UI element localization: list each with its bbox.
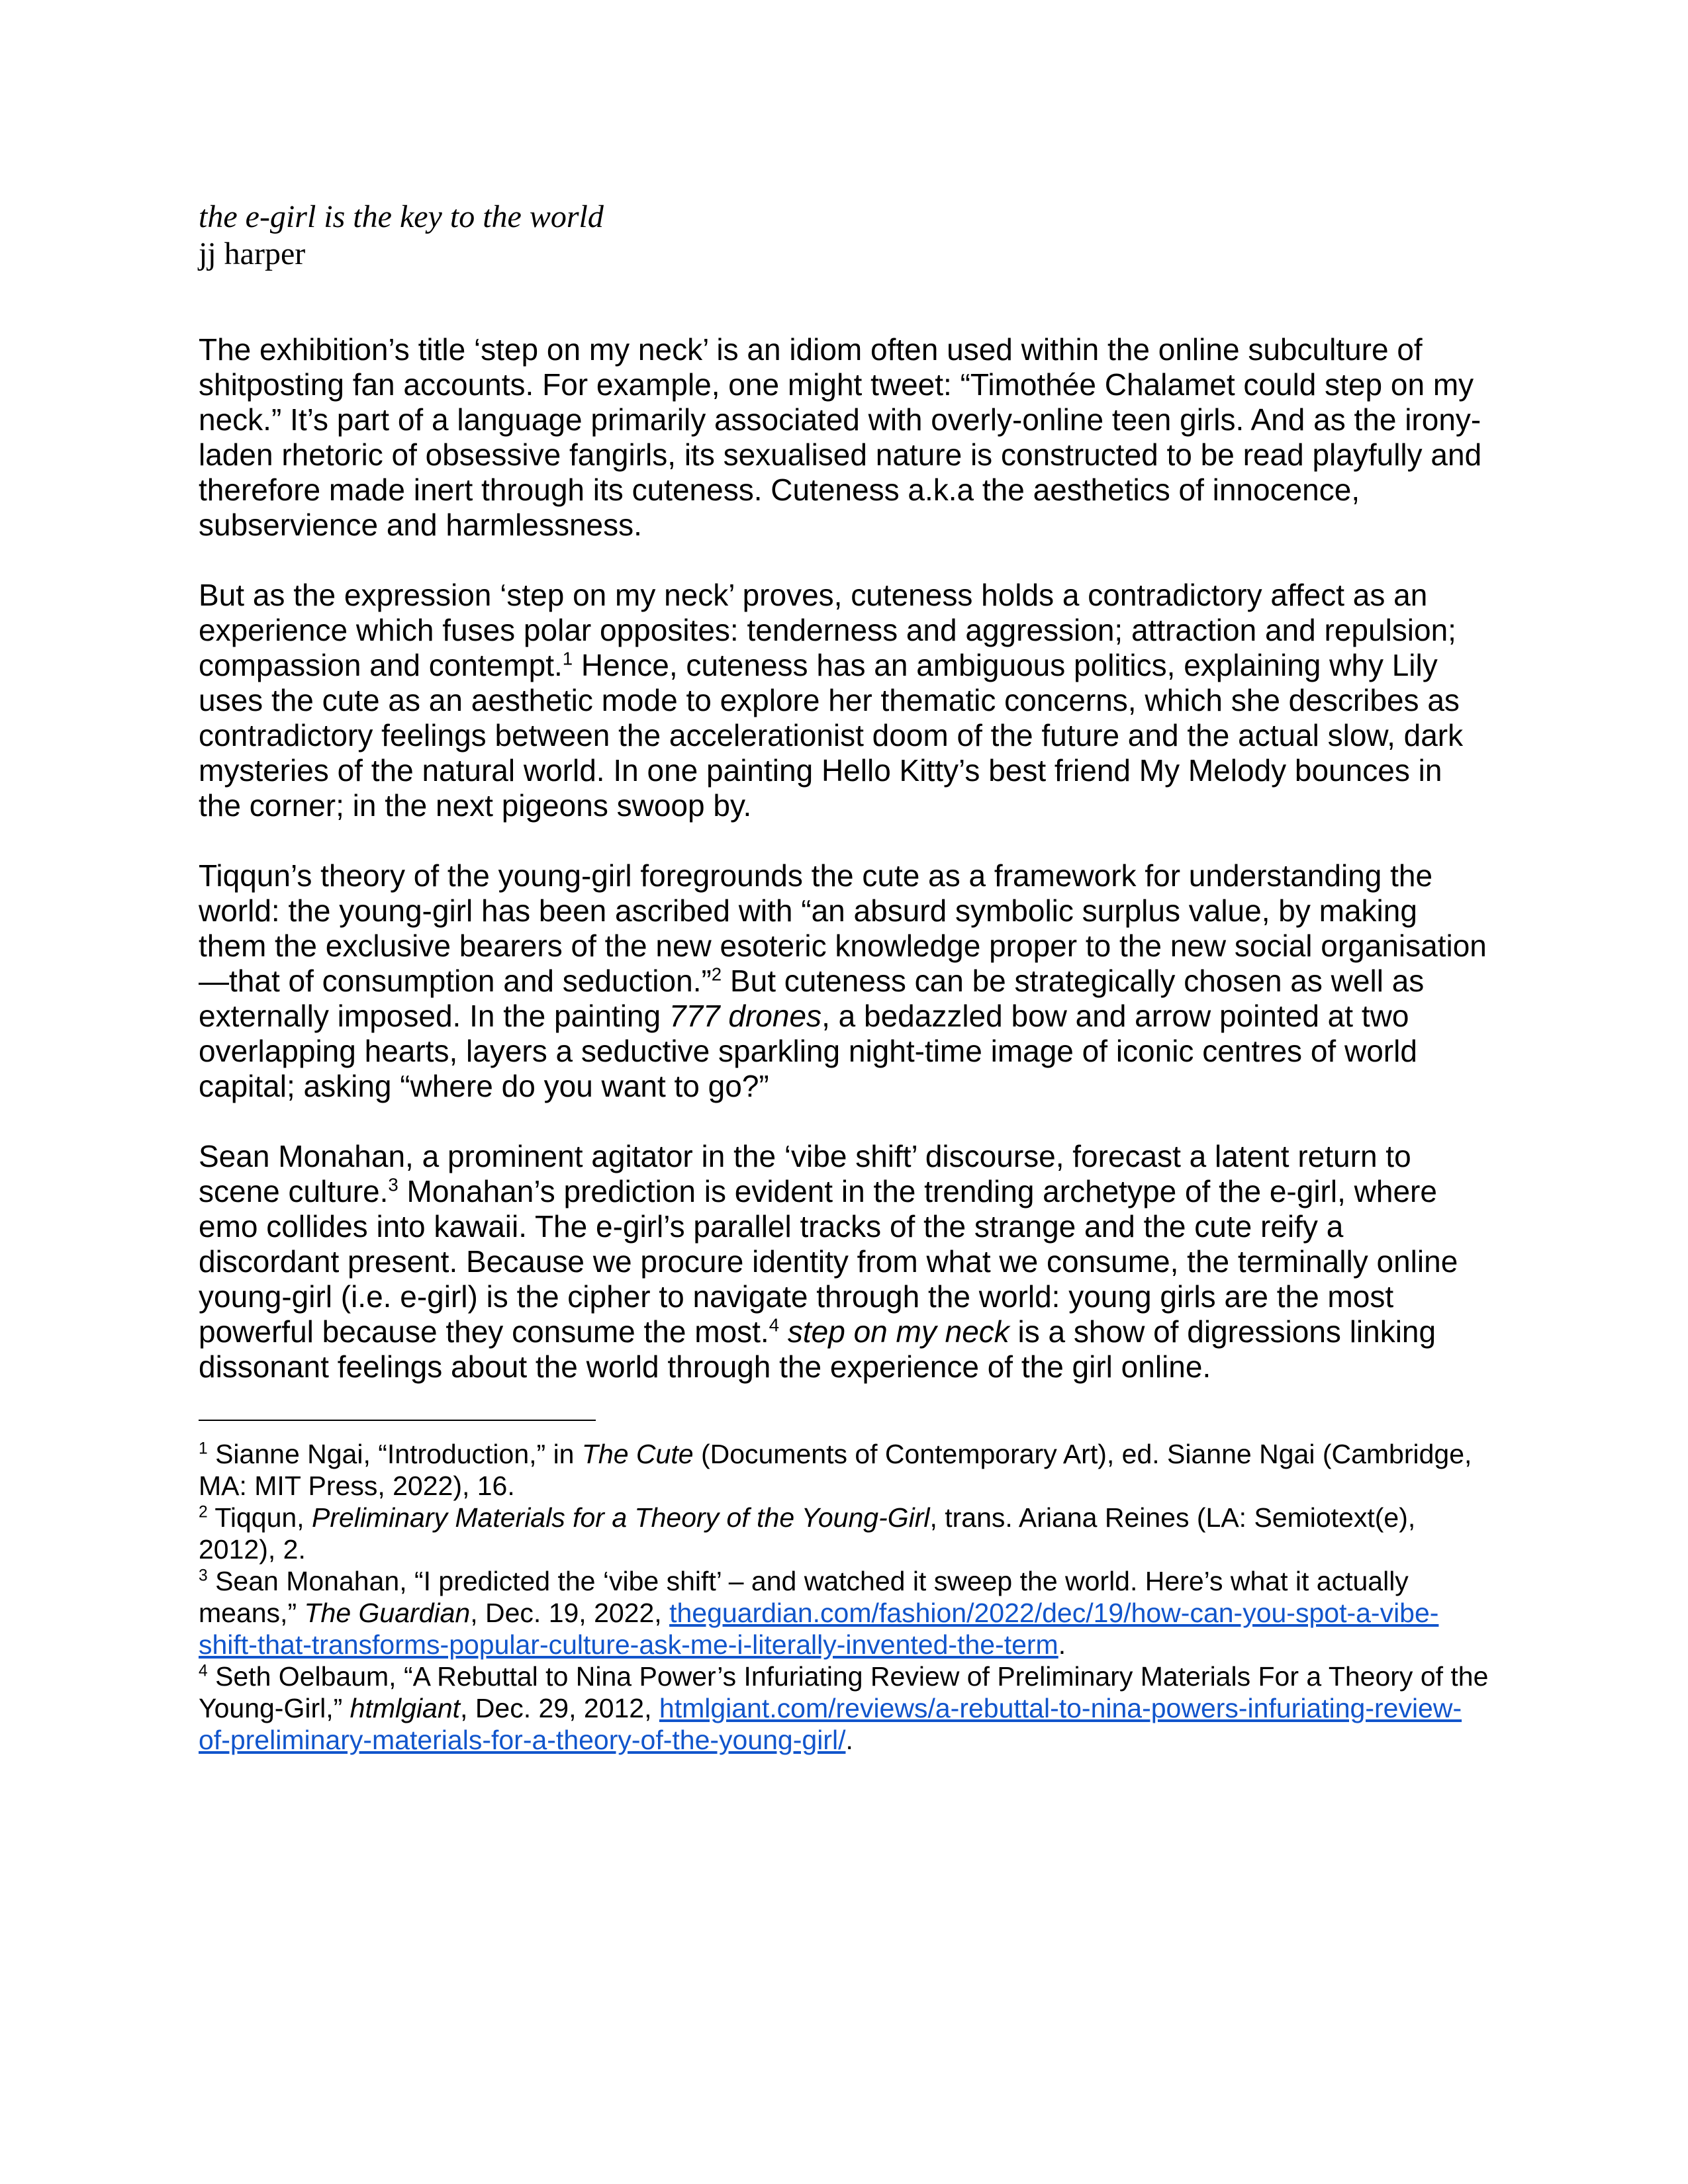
footnote-separator: [199, 1420, 596, 1421]
footnote-marker: 1: [562, 648, 573, 669]
footnote-marker: 3: [199, 1567, 208, 1585]
document-body: [199, 332, 1489, 1385]
footnotes-section: [199, 1420, 1489, 1756]
text-run: .: [1058, 1629, 1066, 1660]
footnote-marker: 2: [711, 964, 722, 985]
text-run: The Cute: [581, 1439, 694, 1469]
text-run: Monahan’s prediction is evident in the trending archetype of the e-girl, where emo collides into kawaii. The e-girl’s parallel tracks of the strange and the cute reify a discordant present. Because we procure identity from what we consume, the terminally online young-girl (i.e. e-girl) is the cipher to navigate through the world: young girls are the most powerful because they consume the most.: [199, 1174, 1458, 1349]
text-run: But cuteness can be strategically chosen as well as externally imposed. In the painting: [199, 964, 1425, 1033]
text-run: , trans. Ariana Reines (LA: Semiotext(e), 2012), 2.: [199, 1502, 1416, 1565]
footnote: [199, 1565, 1489, 1661]
document-header: [199, 199, 1489, 273]
paragraph: [199, 578, 1489, 823]
text-run: 777 drones: [669, 999, 822, 1033]
text-run: (Documents of Contemporary Art), ed. Sianne Ngai (Cambridge, MA: MIT Press, 2022), 16.: [199, 1439, 1472, 1501]
footnote-marker: 4: [769, 1314, 780, 1336]
text-run: , a bedazzled bow and arrow pointed at two overlapping hearts, layers a seductive sparkling night-time image of iconic centres of world capital; asking “where do you want to go?”: [199, 999, 1417, 1103]
footnote-marker: 2: [199, 1503, 208, 1522]
footnote-url-link[interactable]: htmlgiant.com/reviews/a-rebuttal-to-nina-powers-infuriating-review-of-preliminary-materials-for-a-theory-of-the-young-girl/: [199, 1693, 1462, 1755]
text-run: step on my neck: [787, 1314, 1009, 1349]
text-run: Tiqqun’s theory of the young-girl foregrounds the cute as a framework for understanding the world: the young-girl has been ascribed with “an absurd symbolic surplus value, by making them the exclusive bearers of the new esoteric knowledge proper to the new social organisation—that of consumption and seduction.”: [199, 858, 1487, 998]
text-run: But as the expression ‘step on my neck’ proves, cuteness holds a contradictory affect as an experience which fuses polar opposites: tenderness and aggression; attraction and repulsion; compassion and contempt.: [199, 578, 1456, 682]
text-run: Preliminary Materials for a Theory of the Young-Girl: [311, 1502, 930, 1533]
footnote: [199, 1438, 1489, 1502]
text-run: , Dec. 19, 2022,: [470, 1598, 670, 1628]
text-run: .: [845, 1725, 853, 1755]
text-run: [779, 1314, 788, 1349]
text-run: Seth Oelbaum, “A Rebuttal to Nina Power’s Infuriating Review of Preliminary Materials For a Theory of the Young-Girl,”: [199, 1661, 1489, 1723]
text-run: The exhibition’s title ‘step on my neck’ is an idiom often used within the online subculture of shitposting fan accounts. For example, one might tweet: “Timothée Chalamet could step on my neck.” It’s part of a language primarily associated with overly-online teen girls. And as the irony-laden rhetoric of obsessive fangirls, its sexualised nature is constructed to be read playfully and therefore made inert through its cuteness. Cuteness a.k.a the aesthetics of innocence, subservience and harmlessness.: [199, 332, 1482, 542]
footnote-url-link[interactable]: theguardian.com/fashion/2022/dec/19/how-can-you-spot-a-vibe-shift-that-transforms-popular-culture-ask-me-i-literally-invented-the-term: [199, 1598, 1439, 1660]
text-run: Sianne Ngai, “Introduction,” in: [207, 1439, 582, 1469]
paragraph: [199, 1139, 1489, 1385]
text-run: The Guardian: [304, 1598, 471, 1628]
footnote-marker: 1: [199, 1439, 208, 1458]
text-run: Tiqqun,: [207, 1502, 312, 1533]
footnote: [199, 1661, 1489, 1756]
footnote-marker: 4: [199, 1662, 208, 1680]
paragraph: [199, 858, 1489, 1104]
text-run: , Dec. 29, 2012,: [460, 1693, 659, 1723]
text-run: Sean Monahan, “I predicted the ‘vibe shift’ – and watched it sweep the world. Here’s what it actually means,”: [199, 1566, 1409, 1628]
paragraph: [199, 332, 1489, 543]
document-title: the e-girl is the key to the world: [199, 199, 604, 234]
text-run: htmlgiant: [350, 1693, 461, 1723]
document-author: jj harper: [199, 236, 306, 271]
text-run: Sean Monahan, a prominent agitator in the ‘vibe shift’ discourse, forecast a latent return to scene culture.: [199, 1139, 1411, 1208]
footnote-marker: 3: [388, 1174, 399, 1195]
text-run: Hence, cuteness has an ambiguous politics, explaining why Lily uses the cute as an aesthetic mode to explore her thematic concerns, which she describes as contradictory feelings between the accelerationist doom of the future and the actual slow, dark mysteries of the natural world. In one painting Hello Kitty’s best friend My Melody bounces in the corner; in the next pigeons swoop by.: [199, 648, 1464, 823]
footnote: [199, 1502, 1489, 1565]
text-run: is a show of digressions linking dissonant feelings about the world through the experience of the girl online.: [199, 1314, 1436, 1384]
